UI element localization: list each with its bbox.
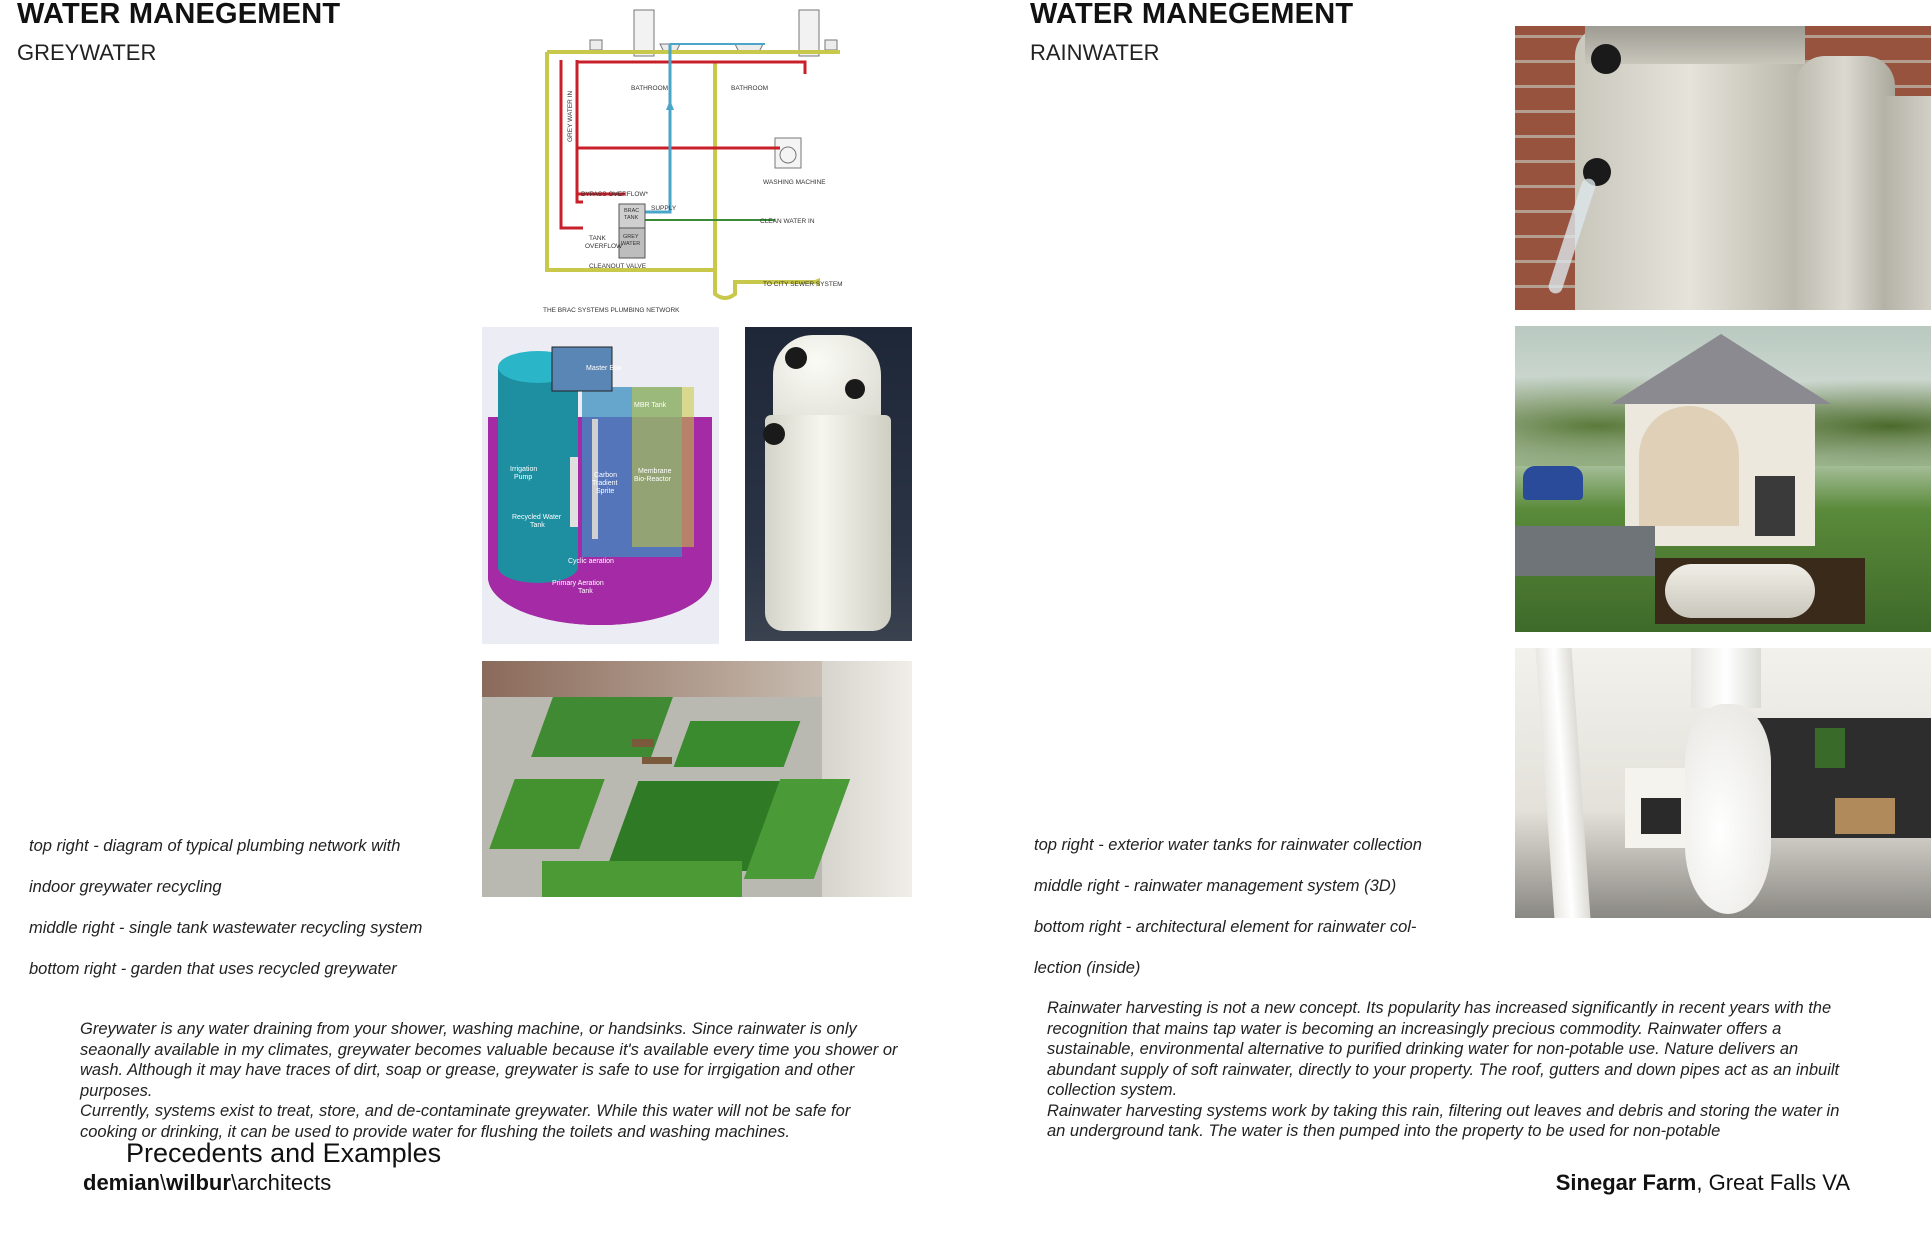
cutaway-label: Sprite	[596, 488, 615, 495]
body-paragraph: Rainwater harvesting systems work by taking this rain, filtering out leaves and debris and storing the water in an underground tank. The water is then pumped into the property to be used for non-potable	[1047, 1101, 1840, 1140]
bench	[632, 739, 654, 747]
cutaway-label: Bio-Reactor	[634, 476, 671, 483]
lawn	[542, 861, 742, 897]
shower-fixture	[799, 10, 819, 56]
tank-outlet	[763, 423, 785, 445]
right-caption	[1034, 814, 1504, 999]
lawn	[531, 697, 673, 757]
cutaway-label: Pump	[514, 474, 533, 481]
house-cutaway	[1639, 406, 1739, 526]
brand-separator: \	[230, 1170, 238, 1195]
rainwater-system-3d-image	[1515, 326, 1931, 632]
diagram-label-bypass-overflow: BYPASS OVERFLOW*	[581, 191, 649, 198]
driveway	[1515, 526, 1655, 576]
tank-port	[1591, 44, 1621, 74]
cutaway-label: Carbon	[594, 472, 617, 479]
caption-line: middle right - rainwater management system (3D)	[1034, 876, 1397, 895]
section-title: Precedents and Examples	[126, 1138, 442, 1168]
cutaway-label: Tradient	[592, 480, 618, 487]
diagram-label-brac: BRAC	[624, 208, 640, 214]
right-page-title: WATER MANEGEMENT	[1030, 0, 1354, 30]
diagram-label-cleanout-valve: CLEANOUT VALVE	[589, 263, 647, 270]
left-page-title: WATER MANEGEMENT	[17, 0, 341, 30]
diagram-label-grey: GREY	[623, 234, 639, 240]
exterior-tanks-image	[1515, 26, 1931, 310]
diagram-label-tank: TANK	[624, 215, 639, 221]
cutaway-label: Primary Aeration	[552, 580, 604, 587]
funnel-neck	[1691, 648, 1761, 708]
diagram-label-sewer: TO CITY SEWER SYSTEM	[763, 281, 843, 288]
diagram-label-bathroom: BATHROOM	[631, 85, 669, 92]
lawn	[489, 779, 604, 849]
brand-part: architects	[237, 1170, 332, 1195]
body-paragraph: Rainwater harvesting is not a new concept. Its popularity has increased significantly in recent years with the recognition that mains tap water is becoming an increasingly precious commodity. Rainwater offers a sustainable, environmental alternative to purified drinking water for non-potable use. Nature delivers an abundant supply of soft rainwater, directly to your property. The roof, gutters and down pipes act as an inbuilt collection system.	[1047, 999, 1840, 1099]
cutaway-label: MBR Tank	[634, 402, 667, 409]
plumbing-diagram	[535, 2, 875, 320]
diagram-label-washing-machine: WASHING MACHINE	[763, 179, 826, 186]
diagram-label-tank-overflow: TANK	[589, 235, 606, 242]
supply-arrow-icon	[666, 100, 674, 110]
architectural-element-image	[1515, 648, 1931, 918]
lawn	[674, 721, 801, 767]
fireplace-opening	[1641, 798, 1681, 834]
left-caption	[29, 815, 489, 1000]
diagram-title: THE BRAC SYSTEMS PLUMBING NETWORK	[543, 307, 680, 314]
bench	[642, 757, 672, 764]
single-tank-image	[745, 327, 912, 641]
brand-name	[83, 1170, 331, 1196]
dining-table	[1835, 798, 1895, 834]
diagram-label-bathroom: BATHROOM	[731, 85, 769, 92]
rain-tank	[1795, 56, 1895, 310]
tank-cutaway-image	[482, 327, 719, 644]
caption-line: bottom right - architectural element for rainwater col-	[1034, 917, 1417, 936]
right-page-subtitle: RAINWATER	[1030, 40, 1160, 65]
house-roof	[1611, 334, 1831, 404]
tank-inlet	[845, 379, 865, 399]
cutaway-label: Tank	[530, 522, 545, 529]
project-location: , Great Falls VA	[1696, 1170, 1850, 1195]
project-name	[1556, 1170, 1850, 1196]
left-body-text	[80, 1019, 900, 1142]
house-window	[1755, 476, 1795, 536]
caption-line: top right - exterior water tanks for rainwater collection	[1034, 835, 1422, 854]
toilet-fixture	[825, 40, 837, 50]
caption-line: indoor greywater recycling	[29, 877, 222, 896]
garden-image	[482, 661, 912, 897]
body-paragraph: Currently, systems exist to treat, store, and de-contaminate greywater. While this water will not be safe for cooking or drinking, it can be used to provide water for flushing the toilets and washing machines.	[80, 1102, 851, 1141]
funnel-element	[1685, 704, 1771, 914]
toilet-fixture	[590, 40, 602, 50]
car	[1523, 466, 1583, 500]
rain-tank	[1885, 96, 1931, 310]
diagram-label-grey-water-in: GREY WATER IN	[567, 90, 574, 142]
shower-fixture	[634, 10, 654, 56]
diagram-label-supply: SUPPLY	[651, 205, 677, 212]
cutaway-label: Membrane	[638, 468, 672, 475]
cutaway-label: Master Box	[586, 365, 622, 372]
caption-line: middle right - single tank wastewater recycling system	[29, 918, 423, 937]
brand-part: wilbur	[166, 1170, 231, 1195]
caption-line: top right - diagram of typical plumbing network with	[29, 836, 401, 855]
diagram-label-clean-water-in: CLEAN WATER IN	[760, 218, 815, 225]
right-body-text	[1047, 998, 1857, 1144]
cutaway-label: Cyclic aeration	[568, 558, 614, 565]
caption-line: lection (inside)	[1034, 958, 1141, 977]
pipe	[570, 457, 578, 527]
window-view	[1815, 728, 1845, 768]
pipe	[592, 419, 598, 539]
left-page-subtitle: GREYWATER	[17, 40, 157, 65]
tank-inlet	[785, 347, 807, 369]
cutaway-label: Irrigation	[510, 466, 538, 473]
supply-pipe	[645, 44, 670, 212]
caption-line: bottom right - garden that uses recycled greywater	[29, 959, 397, 978]
column	[1536, 648, 1591, 918]
bio-reactor	[632, 387, 694, 547]
underground-tank	[1665, 564, 1815, 618]
project-title: Sinegar Farm	[1555, 1170, 1697, 1195]
cutaway-label: Tank	[578, 588, 593, 595]
cutaway-label: Recycled Water	[512, 514, 562, 521]
diagram-label-water: WATER	[621, 241, 641, 247]
body-paragraph: Greywater is any water draining from your shower, washing machine, or handsinks. Since rainwater is only seaonally available in my climates, greywater becomes valuable because it's available every time you shower or wash. Although it may have traces of dirt, soap or grease, greywater is safe to use for irrgigation and other purposes.	[80, 1020, 898, 1100]
recycled-water-tank	[498, 367, 578, 583]
tank-body	[765, 415, 891, 631]
brand-separator: \	[160, 1170, 167, 1195]
brand-part: demian	[83, 1170, 161, 1195]
diagram-label-tank-overflow: OVERFLOW	[585, 243, 623, 250]
